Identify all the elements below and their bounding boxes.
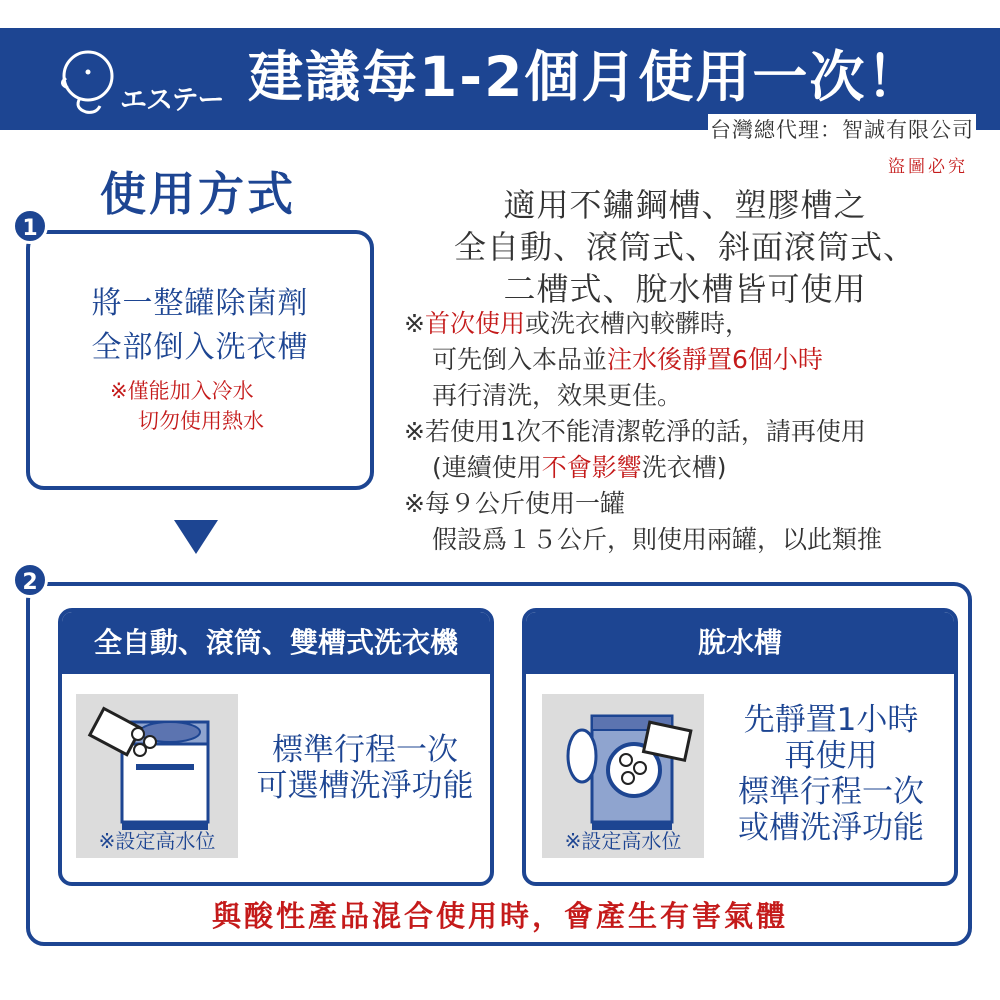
note-line: (連續使用不會影響洗衣槽) [432, 453, 727, 482]
note-line: 可先倒入本品並注水後靜置6個小時 [432, 345, 823, 374]
washer-panel [58, 608, 494, 886]
note-line: ※若使用1次不能清潔乾淨的話，請再使用 [404, 417, 866, 446]
note-line: 假設爲１５公斤，則使用兩罐，以此類推 [432, 525, 883, 554]
compat-line: 適用不鏽鋼槽、塑膠槽之 [503, 186, 867, 224]
distributor-label: 台灣總代理：智誠有限公司 [708, 114, 976, 144]
washer-instruction [242, 732, 488, 804]
note-line: 再行清洗，效果更佳。 [432, 381, 683, 410]
note-line: ※首次使用或洗衣槽內較髒時， [404, 309, 750, 338]
step1-note-line: ※僅能加入冷水 [110, 379, 254, 403]
headline: 建議每1-2個月使用一次！ [248, 45, 924, 109]
usage-title: 使用方式 [100, 167, 296, 221]
no-copy-notice: 盜圖必究 [888, 157, 968, 177]
step1-line: 全部倒入洗衣槽 [91, 330, 309, 365]
step2-number-badge: 2 [12, 562, 48, 598]
compat-line: 全自動、滾筒式、斜面滾筒式、 [453, 228, 916, 266]
washer-line: 標準行程一次 [272, 732, 458, 768]
brand-logo [58, 38, 238, 128]
top-loader-illustration [76, 694, 238, 858]
step1-number-badge: 1 [12, 208, 48, 244]
spin-dryer-line: 先靜置1小時 [743, 702, 919, 738]
down-arrow-icon [174, 520, 218, 554]
washer-line: 可選槽洗淨功能 [256, 768, 474, 804]
spin-dryer-panel-title: 脫水槽 [526, 612, 954, 674]
washer-image-note: ※設定高水位 [98, 829, 216, 853]
usage-notes [404, 306, 882, 558]
spin-dryer-line: 或槽洗淨功能 [738, 810, 924, 846]
warning-text: 與酸性產品混合使用時，會產生有害氣體 [211, 899, 788, 933]
step1-note-line: 切勿使用熱水 [138, 409, 264, 433]
compatibility-text [405, 184, 965, 310]
spin-dryer-panel [522, 608, 958, 886]
step1-box [26, 230, 374, 490]
washer-panel-title: 全自動、滾筒、雙槽式洗衣機 [62, 612, 490, 674]
step1-instruction [30, 282, 370, 370]
note-line: ※每９公斤使用一罐 [404, 489, 625, 518]
front-loader-illustration [542, 694, 704, 858]
logo-text: エステー [120, 85, 224, 116]
step1-note [110, 376, 264, 436]
spin-dryer-line: 標準行程一次 [738, 774, 924, 810]
step1-line: 將一整罐除菌劑 [91, 286, 309, 321]
spin-dryer-instruction [708, 702, 954, 846]
spin-dryer-image-note: ※設定高水位 [564, 829, 682, 853]
spin-dryer-line: 再使用 [784, 738, 878, 774]
compat-line: 二槽式、脫水槽皆可使用 [503, 270, 867, 308]
